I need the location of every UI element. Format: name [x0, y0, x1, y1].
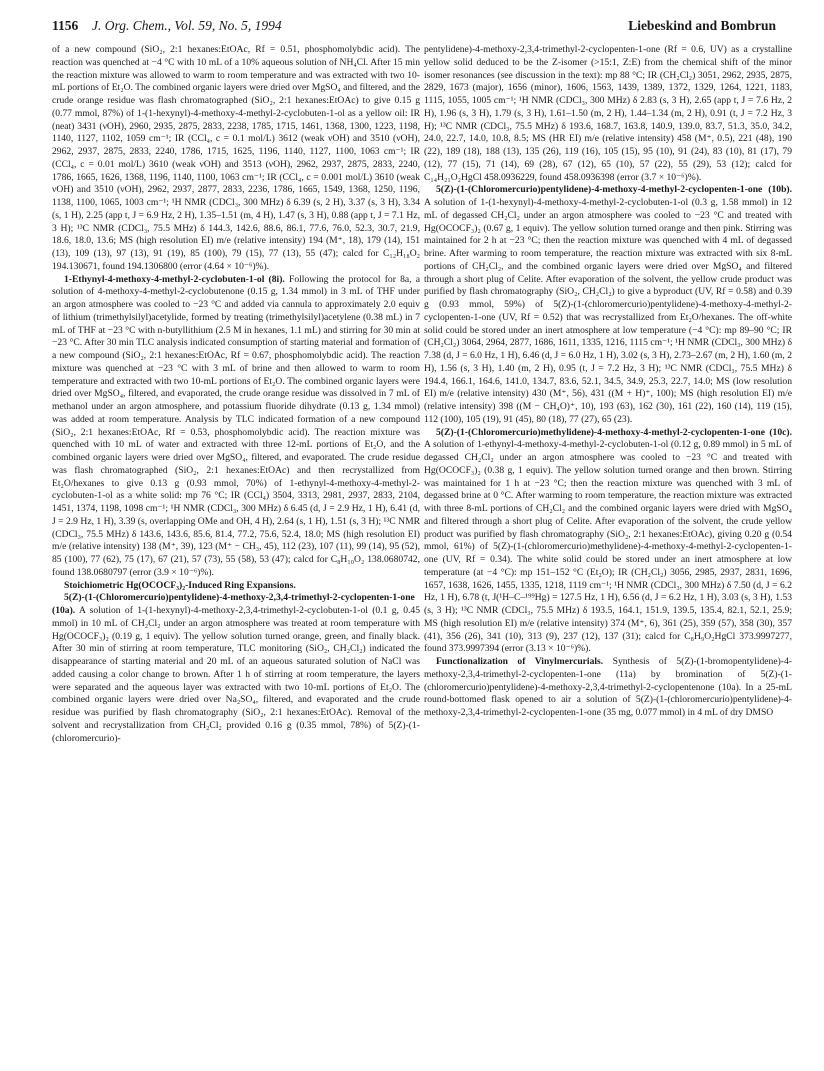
experimental-paragraph	[52, 592, 420, 745]
journal-name: J. Org. Chem.,	[92, 18, 171, 33]
experimental-paragraph	[424, 427, 792, 657]
running-authors: Liebeskind and Bombrun	[628, 18, 776, 33]
journal-issue: No. 5, 1994	[218, 18, 282, 33]
paragraph-continuation	[424, 44, 792, 184]
paragraph-text: Synthesis of 5(Z)-(1-bromopentylidene)-4-methoxy-2,3,4-trimethyl-2-cyclopenten-1-one (11a) by bromination of 5(Z)-(1-(chloromercurio)pentylidene)-4-methoxy-2,3,4-trimethyl-2-cyclopentenone (10a). In a 25-mL round-bottomed flask opened to air a solution of 5(Z)-(1-(chloromercurio)pentylidene)-4-methoxy-2,3,4-trimethyl-2-cyclopenten-1-one (35 mg, 0.077 mmol) in 4 mL of dry DMSO	[424, 656, 792, 718]
paragraph-heading: 1-Ethynyl-4-methoxy-4-methyl-2-cyclobuten-1-ol (8i).	[64, 273, 285, 285]
experimental-paragraph	[52, 274, 420, 580]
paragraph-heading: 5(Z)-(1-(Chloromercurio)methylidene)-4-methoxy-4-methyl-2-cyclopenten-1-one (10c).	[436, 426, 792, 438]
journal-citation	[92, 18, 282, 34]
paragraph-text: A solution of 1-ethynyl-4-methoxy-4-methyl-2-cyclobuten-1-ol (0.12 g, 0.89 mmol) in 5 mL of degassed CH₂Cl₂ under an argon atmosphere was cooled to −23 °C and treated with Hg(OCOCF₃)₂ (0.38 g, 1 equiv). The yellow solution turned orange and then brown. Stirring was maintained for 1 h at −23 °C; then the reaction mixture was quenched with 3 mL of degassed brine at 0 °C. After warming to room temperature, the reaction mixture was extracted with three 8-mL portions of CH₂Cl₂ and the combined organic layers were dried with MgSO₄ and filtered through a short plug of Celite. After evaporation of the solvent, the crude yellow product was purified by flash chromatography (SiO₂, 2:1 hexanes:EtOAc), giving 0.20 g (0.54 mmol, 61%) of 5(Z)-(1-(chloromercurio)methylidene)-4-methoxy-4-methyl-2-cyclopenten-1-one (UV, Rf = 0.34). The white solid could be stored under an inert atmosphere at low temperature (at −4 °C): mp 151–152 °C (Et₂O); IR (CH₂Cl₂) 3056, 2985, 2937, 2831, 1696, 1657, 1638, 1626, 1455, 1335, 1218, 1119 cm⁻¹; ¹H NMR (CDCl₃, 300 MHz) δ 7.50 (d, J = 6.2 Hz, 1 H), 6.78 (t, J(¹H–C–¹⁹⁹Hg) = 127.5 Hz, 1 H), 6.56 (d, J = 6.2 Hz, 1 H), 3.03 (s, 3 H), 1.53 (s, 3 H); ¹³C NMR (CDCl₃, 75.5 MHz) δ 193.5, 164.1, 151.9, 139.5, 135.4, 82.1, 52.1, 25.9; MS (high resolution EI) m/e (relative intensity) 374 (M⁺, 6), 361 (25), 359 (57), 358 (30), 357 (41), 356 (26), 341 (10), 313 (9), 237 (12), 137 (31); calcd for C₈H₉O₂HgCl 373.9997277, found 373.9997394 (error (3.13 × 10⁻⁶)%).	[424, 439, 792, 655]
paragraph-text: Following the protocol for 8a, a solution of 4-methoxy-4-methyl-2-cyclobutenone (0.15 g, 1.34 mmol) in 3 mL of THF under an argon atmosphere was cooled to −23 °C and added via cannula to approximately 2.0 equiv of lithium (trimethylsilyl)acetylide, formed by treating (trimethylsilyl)acetylene (0.38 mL) in 7 mL of THF at −23 °C with n-butyllithium (2.5 M in hexanes, 1.1 mL) and stirring for 30 min at −23 °C. After 30 min TLC analysis indicated consumption of starting material and formation of a new compound (SiO₂, 2:1 hexanes:EtOAc, Rf = 0.67, phosphomolybdic acid). The reaction mixture was quenched at −23 °C with 3 mL of brine and then allowed to warm to room temperature and extracted with two 10-mL portions of Et₂O. The combined organic layers were dried over MgSO₄, filtered, and evaporated, the crude orange residue was dissolved in 7 mL of methanol under an argon atmosphere, and potassium fluoride dihydrate (0.13 g, 1.34 mmol) was added at room temperature. Analysis by TLC indicated formation of a new compound (SiO₂, 2:1 hexanes:EtOAc, Rf = 0.53, phosphomolybdic acid). The reaction mixture was quenched with 10 mL of water and extracted with three 12-mL portions of Et₂O, and the combined organic layers were dried over MgSO₄, filtered, and evaporated. The crude residue was flash chromatographed (SiO₂, 2:1 hexanes:EtOAc) and then recrystallized from Et₂O/hexanes to give 0.13 g (0.93 mmol, 70%) of 1-ethynyl-4-methoxy-4-methyl-2-cyclobuten-1-ol as a white solid: mp 76 °C; IR (CCl₄) 3504, 3313, 2981, 2937, 2833, 2104, 1451, 1374, 1198, 1098 cm⁻¹; ¹H NMR (CDCl₃, 300 MHz) δ 6.45 (d, J = 2.9 Hz, 1 H), 6.41 (d, J = 2.9 Hz, 1 H), 3.39 (s, overlapping OMe and OH, 4 H), 2.64 (s, 1 H), 1.51 (s, 3 H); ¹³C NMR (CDCl₃, 75.5 MHz) δ 143.6, 143.6, 85.6, 81.4, 77.2, 75.6, 52.4, 18.0; MS (high resolution EI) m/e (relative intensity) 138 (M⁺, 39), 123 (M⁺ − CH₃, 45), 112 (23), 107 (11), 99 (14), 95 (52), 85 (100), 77 (62), 75 (17), 67 (21), 57 (73), 55 (58), 53 (47); calcd for C₈H₁₀O₂ 138.0680742, found 138.0680797 (error (3.9 × 10⁻⁶)%).	[52, 273, 420, 578]
paragraph-text: pentylidene)-4-methoxy-2,3,4-trimethyl-2-cyclopenten-1-one (Rf = 0.6, UV) as a crystalline yellow solid deduced to be the Z-isomer (>15:1, Z:E) from the chemical shift of the minor isomer resonances (see discussion in the text): mp 88 °C; IR (CH₂Cl₂) 3051, 2962, 2935, 2875, 2829, 1673 (major), 1656 (minor), 1606, 1563, 1439, 1389, 1372, 1329, 1264, 1221, 1183, 1115, 1055, 1005 cm⁻¹; ¹H NMR (CDCl₃, 300 MHz) δ 2.83 (s, 3 H), 2.65 (app t, J = 7.6 Hz, 2 H), 1.96 (s, 3 H), 1.79 (s, 3 H), 1.61–1.50 (m, 2 H), 1.44–1.34 (m, 2 H), 0.91 (t, J = 7.2 Hz, 3 H); ¹³C NMR (CDCl₃, 75.5 MHz) δ 193.6, 168.7, 163.8, 140.9, 139.0, 83.7, 51.3, 35.0, 34.2, 24.0, 22.7, 14.0, 10.8, 8.5; MS (HR EI) m/e (relative intensity) 458 (M⁺, 0.5), 221 (48), 190 (22), 189 (18), 188 (13), 135 (26), 119 (16), 105 (15), 95 (10), 91 (24), 83 (10), 81 (17), 79 (12), 77 (15), 71 (14), 69 (28), 67 (12), 65 (10), 57 (22), 55 (29), 53 (12); calcd for C₁₄H₂₁O₂HgCl 458.0936229, found 458.0936398 (error (3.7 × 10⁻⁶)%).	[424, 44, 792, 183]
left-column	[52, 44, 420, 1060]
paragraph-continuation	[52, 44, 420, 274]
paragraph-heading: 5(Z)-(1-(Chloromercurio)pentylidene)-4-methoxy-2,3,4-trimethyl-2-cyclopenten-1-one (10a).	[52, 592, 415, 616]
right-column	[424, 44, 792, 1060]
paragraph-heading: Functionalization of Vinylmercurials.	[436, 656, 604, 667]
section-heading	[52, 580, 420, 593]
page-number: 1156	[52, 18, 79, 33]
paragraph-heading: 5(Z)-(1-(Chloromercurio)pentylidene)-4-methoxy-4-methyl-2-cyclopenten-1-one (10b).	[436, 184, 792, 196]
running-header	[52, 12, 776, 34]
paragraph-heading: Stoichiometric Hg(OCOCF₃)₂-Induced Ring Expansions.	[64, 579, 296, 591]
experimental-paragraph	[424, 184, 792, 426]
paragraph-text: A solution of 1-(1-hexynyl)-4-methoxy-4-methyl-2-cyclobuten-1-ol (0.3 g, 1.58 mmol) in 12 mL of degassed CH₂Cl₂ under an argon atmosphere was cooled to −23 °C and treated with Hg(OCOCF₃)₂ (0.67 g, 1 equiv). The yellow solution turned orange and then pink. Stirring was maintained for 2 h at −23 °C; then the reaction mixture was quenched with 4 mL of degassed brine. After warming to room temperature, the reaction mixture was extracted with six 8-mL portions of CH₂Cl₂, and the combined organic layers were dried over MgSO₄ and filtered through a short plug of Celite. After evaporation of the solvent, the yellow crude product was purified by flash chromatography (SiO₂, CH₂Cl₂) to give a byproduct (UV, Rf = 0.58) and 0.39 g (0.93 mmol, 59%) of 5(Z)-(1-(chloromercurio)pentylidene)-4-methoxy-4-methyl-2-cyclopenten-1-one (UV, Rf = 0.52) that was recrystallized from Et₂O/hexanes. The off-white solid could be stored under an inert atmosphere at low temperature (−4 °C): mp 89–90 °C; IR (CH₂Cl₂) 3064, 2964, 2877, 1686, 1611, 1335, 1216, 1115 cm⁻¹; ¹H NMR (CDCl₃, 300 MHz) δ 7.38 (d, J = 6.0 Hz, 1 H), 6.46 (d, J = 6.0 Hz, 1 H), 3.02 (s, 3 H), 2.73–2.67 (m, 2 H), 1.60 (m, 2 H), 1.56 (s, 3 H), 1.40 (m, 2 H), 0.95 (t, J = 7.2 Hz, 3 H); ¹³C NMR (CDCl₃, 75.5 MHz) δ 194.4, 166.1, 164.6, 141.0, 134.7, 83.6, 52.1, 34.5, 34.9, 25.3, 22.7, 14.0; MS (low resolution EI) m/e (relative intensity) 430 (M⁺, 56), 431 ((M + H)⁺, 100); MS (high resolution EI) m/e (relative intensity) 398 ((M − CH₄O)⁺, 10), 193 (63), 162 (30), 161 (22), 160 (14), 119 (15), 112 (100), 105 (19), 91 (45), 80 (18), 77 (27), 65 (23).	[424, 197, 792, 425]
journal-volume: Vol. 59,	[174, 18, 216, 33]
experimental-paragraph	[424, 656, 792, 720]
paragraph-text: A solution of 1-(1-hexynyl)-4-methoxy-2,3,4-trimethyl-2-cyclobuten-1-ol (0.1 g, 0.45 mmol) in 10 mL of CH₂Cl₂ under an argon atmosphere was treated at room temperature with Hg(OCOCF₃)₂ (0.19 g, 1 equiv). The yellow solution turned orange, green, and finally black. After 30 min of stirring at room temperature, TLC monitoring (SiO₂, CH₂Cl₂) indicated the disappearance of starting material and 20 mL of an aqueous saturated solution of NaCl was added causing a color change to brown. After 1 h of stirring at room temperature, the layers were separated and the aqueous layer was extracted with two 10-mL portions of Et₂O. The combined organic layers were dried over Na₂SO₄, filtered, and evaporated and the crude residue was purified by flash chromatography (SiO₂, 2:1 hexanes:EtOAc). Removal of the solvent and recrystallization from CH₂Cl₂ provided 0.16 g (0.35 mmol, 78%) of 5(Z)-(1-(chloromercurio)-	[52, 605, 420, 744]
paragraph-text: of a new compound (SiO₂, 2:1 hexanes:EtOAc, Rf = 0.51, phosphomolybdic acid). The reaction was quenched at −4 °C with 10 mL of a 10% aqueous solution of NH₄Cl. After 15 min the reaction mixture was allowed to warm to room temperature and was extracted with two 10-mL portions of Et₂O. The combined organic layers were dried over MgSO₄ and filtered, and the crude orange residue was flash chromatographed (SiO₂, 2:1 hexanes:EtOAc) to give 0.15 g (0.77 mmol, 87%) of 1-(1-hexynyl)-4-methoxy-4-methyl-2-cyclobuten-1-ol as a yellow oil: IR (neat) 3431 (νOH), 2960, 2935, 2875, 2833, 2238, 1785, 1715, 1461, 1368, 1300, 1223, 1198, 1140, 1127, 1102, 1059 cm⁻¹; IR (CCl₄, c = 0.1 mol/L) 3612 (weak νOH) and 3510 (νOH), 2962, 2937, 2875, 2833, 2240, 1786, 1715, 1625, 1196, 1140, 1127, 1100, 1063 cm⁻¹; IR (CCl₄, c = 0.01 mol/L) 3610 (weak νOH) and 3513 (νOH), 2962, 2937, 2875, 2833, 2240, 1786, 1665, 1626, 1368, 1196, 1140, 1100, 1063 cm⁻¹; IR (CCl₄, c = 0.001 mol/L) 3610 (weak νOH) and 3510 (νOH), 2962, 2937, 2877, 2833, 2236, 1786, 1665, 1549, 1368, 1250, 1196, 1138, 1100, 1065, 1003 cm⁻¹; ¹H NMR (CDCl₃, 300 MHz) δ 6.39 (s, 2 H), 3.37 (s, 3 H), 3.34 (s, 1 H), 2.25 (app t, J = 6.9 Hz, 2 H), 1.35–1.51 (m, 4 H), 1.47 (s, 3 H), 0.88 (app t, J = 7.1 Hz, 3 H); ¹³C NMR (CDCl₃, 75.5 MHz) δ 144.3, 142.6, 88.6, 86.1, 77.6, 76.0, 52.3, 30.7, 21.9, 18.6, 18.0, 13.6; MS (high resolution EI) m/e (relative intensity) 194 (M⁺, 18), 179 (14), 151 (13), 109 (13), 97 (13), 91 (19), 85 (100), 79 (15), 77 (13), 55 (47); calcd for C₁₂H₁₈O₂ 194.130671, found 194.1306800 (error (4.64 × 10⁻⁶)%).	[52, 44, 420, 272]
